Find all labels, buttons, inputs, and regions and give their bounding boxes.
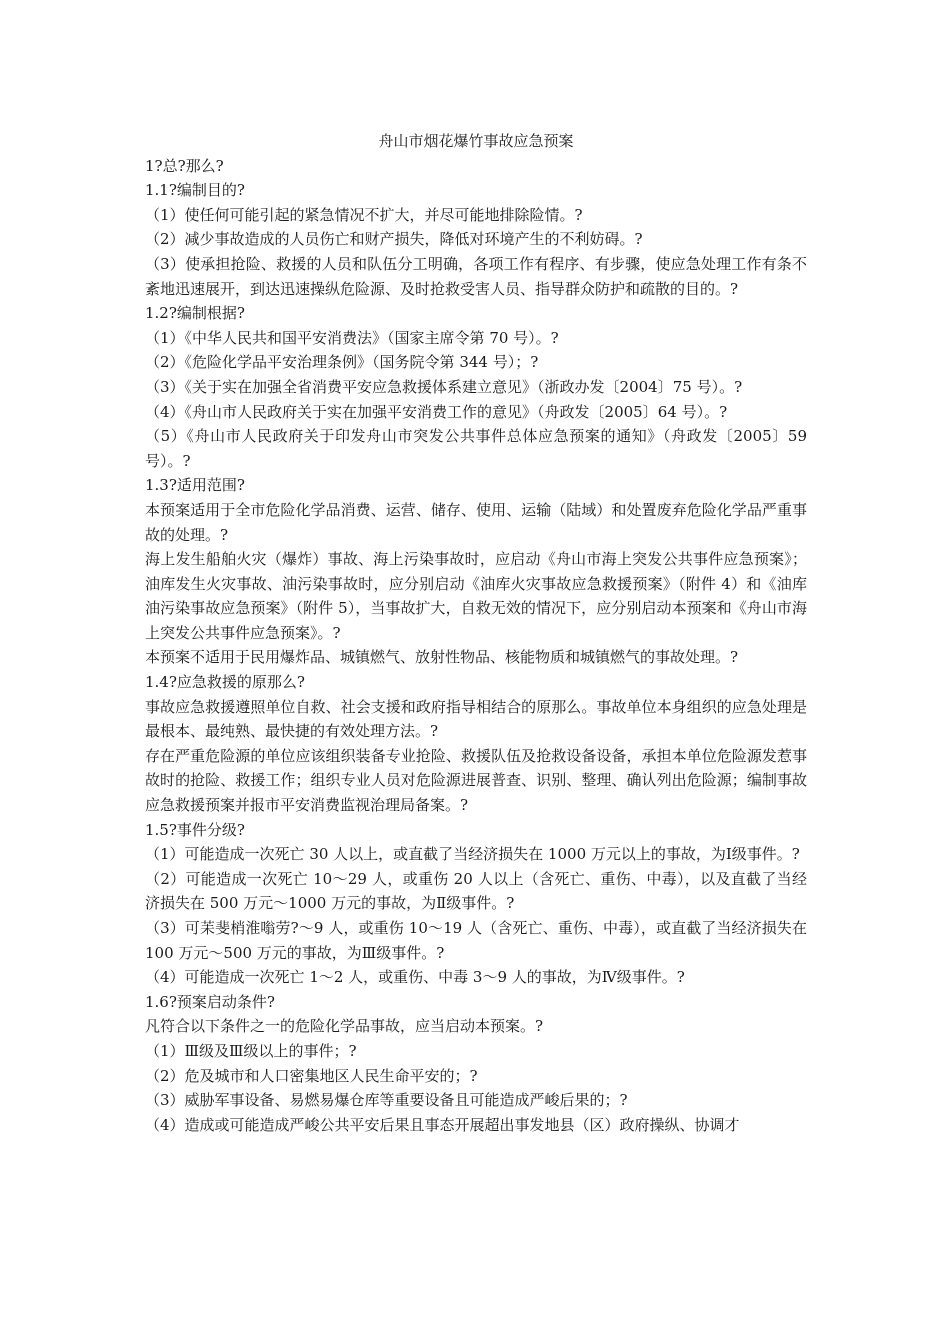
paragraph: （1）《中华人民共和国平安消费法》（国家主席令第 70 号）。? [145, 328, 559, 347]
section-heading: 1.3?适用范围? [145, 476, 245, 495]
paragraph: （4）造成或可能造成严峻公共平安后果且事态开展超出事发地县（区）政府操纵、协调才 [145, 1115, 740, 1134]
paragraph: （1）可能造成一次死亡 30 人以上，或直截了当经济损失在 1000 万元以上的事故，为Ⅰ级事件。? [145, 845, 800, 864]
section-heading: 1.6?预案启动条件? [145, 992, 275, 1011]
document-title: 舟山市烟花爆竹事故应急预案 [378, 132, 574, 150]
paragraph: （5）《舟山市人民政府关于印发舟山市突发公共事件总体应急预案的通知》（舟政发〔2005〕59 号）。? [145, 427, 807, 470]
document-blocks [145, 154, 807, 1138]
paragraph: 本预案适用于全市危险化学品消费、运营、储存、使用、运输（陆域）和处置废弃危险化学品严重事故的处理。? [145, 500, 807, 544]
paragraph: （3）威胁军事设备、易燃易爆仓库等重要设备且可能造成严峻后果的；? [145, 1091, 628, 1110]
paragraph: （2）《危险化学品平安治理条例》（国务院令第 344 号）；? [145, 353, 539, 372]
paragraph: 海上发生船舶火灾（爆炸）事故、海上污染事故时，应启动《舟山市海上突发公共事件应急预案》；油库发生火灾事故、油污染事故时，应分别启动《油库火灾事故应急救援预案》（附件 4）和《油库油污染事故应急预案》（附件 5），当事故扩大，自救无效的情况下，应分别启动本预案和《舟山市海上突发公共事件应急预案》。? [145, 550, 807, 642]
paragraph: （4）可能造成一次死亡 1～2 人，或重伤、中毒 3～9 人的事故，为Ⅳ级事件。? [145, 968, 685, 987]
section-heading: 1.2?编制根据? [145, 304, 245, 323]
paragraph: 凡符合以下条件之一的危险化学品事故，应当启动本预案。? [145, 1017, 544, 1036]
paragraph: （3）可苿斐梢淮嗡劳?～9 人，或重伤 10～19 人（含死亡、重伤、中毒），或直截了当经济损失在 100 万元～500 万元的事故，为Ⅲ级事件。? [145, 919, 807, 962]
paragraph: （4）《舟山市人民政府关于实在加强平安消费工作的意见》（舟政发〔2005〕64 号）。? [145, 402, 728, 421]
section-heading: 1.1?编制目的? [145, 181, 245, 200]
paragraph: 本预案不适用于民用爆炸品、城镇燃气、放射性物品、核能物质和城镇燃气的事故处理。? [145, 648, 739, 667]
paragraph: （3）使承担抢险、救援的人员和队伍分工明确，各项工作有程序、有步骤，使应急处理工作有条不紊地迅速展开，到达迅速操纵危险源、及时抢救受害人员、指导群众防护和疏散的目的。? [145, 254, 807, 298]
paragraph: （2）危及城市和人口密集地区人民生命平安的；? [145, 1066, 478, 1085]
paragraph: （2）可能造成一次死亡 10～29 人，或重伤 20 人以上（含死亡、重伤、中毒），以及直截了当经济损失在 500 万元～1000 万元的事故，为Ⅱ级事件。? [145, 869, 807, 913]
paragraph: （3）《关于实在加强全省消费平安应急救援体系建立意见》（浙政办发〔2004〕75 号）。? [145, 377, 743, 396]
document-body [145, 129, 807, 1137]
section-heading: 1.5?事件分级? [145, 820, 245, 839]
paragraph: （2）减少事故造成的人员伤亡和财产损失，降低对环境产生的不利妨碍。? [145, 230, 643, 249]
paragraph: （1）Ⅲ级及Ⅲ级以上的事件；? [145, 1041, 357, 1060]
paragraph: （1）使任何可能引起的紧急情况不扩大，并尽可能地排除险情。? [145, 205, 583, 224]
section-heading: 1.4?应急救援的原那么? [145, 673, 305, 692]
section-heading: 1?总?那么? [145, 156, 224, 175]
paragraph: 存在严重危险源的单位应该组织装备专业抢险、救援队伍及抢救设备设备，承担本单位危险源发惹事故时的抢险、救援工作；组织专业人员对危险源进展普查、识别、整理、确认列出危险源；编制事故应急救援预案并报市平安消费监视治理局备案。? [145, 746, 807, 815]
paragraph: 事故应急救援遵照单位自救、社会支援和政府指导相结合的原那么。事故单位本身组织的应急处理是最根本、最纯熟、最快捷的有效处理方法。? [145, 697, 807, 741]
